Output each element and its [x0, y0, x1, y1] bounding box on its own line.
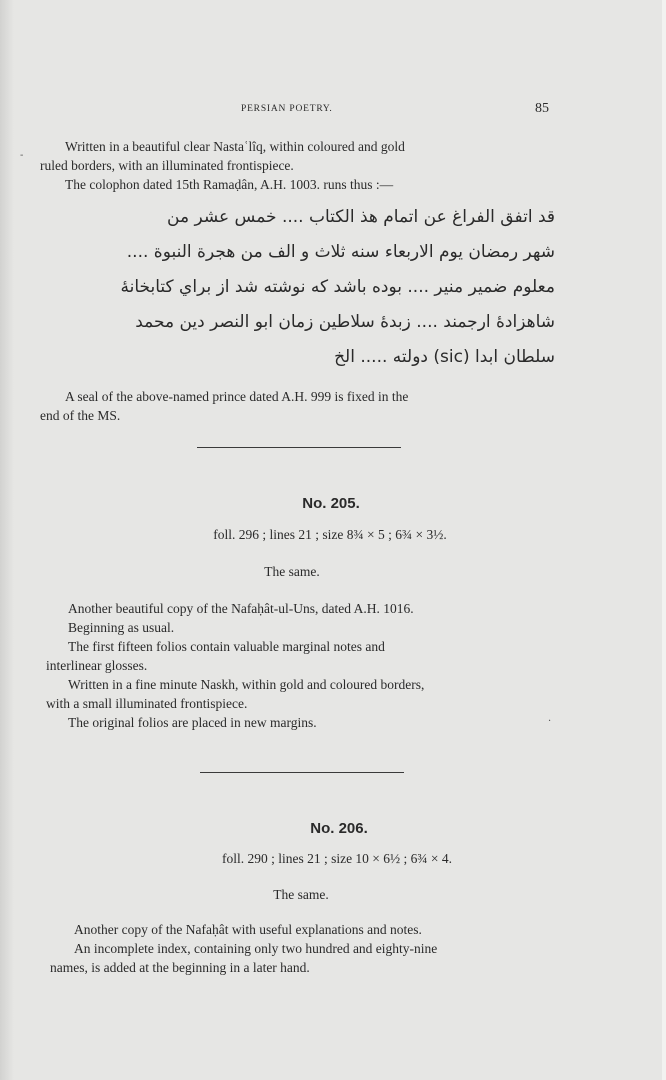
- entry-title: No. 206.: [310, 820, 368, 837]
- persian-line: قد اتفق الفراغ عن اتمام هذ الكتاب .... خمس عشر من: [167, 207, 555, 227]
- paragraph-line: Beginning as usual.: [68, 620, 175, 635]
- paragraph-line: interlinear glosses.: [46, 658, 148, 673]
- persian-line: معلوم ضمير منير .... بوده باشد كه نوشته شد از براي كتابخانهٔ: [120, 277, 555, 297]
- paragraph-line: ruled borders, with an illuminated frontispiece.: [40, 158, 294, 173]
- margin-mark: -: [20, 150, 24, 161]
- section-divider: [197, 447, 401, 448]
- page-edge: [662, 0, 666, 1080]
- paragraph-line: Another beautiful copy of the Nafaḥât-ul-Uns, dated A.H. 1016.: [68, 601, 414, 616]
- same-note: The same.: [264, 564, 320, 579]
- collation-line: foll. 296 ; lines 21 ; size 8¾ × 5 ; 6¾ × 3½.: [213, 527, 447, 542]
- entry-title: No. 205.: [302, 495, 360, 512]
- page-number: 85: [535, 101, 549, 116]
- running-head: PERSIAN POETRY.: [241, 104, 333, 114]
- section-divider: [200, 772, 404, 773]
- paragraph-line: The original folios are placed in new margins.: [68, 715, 317, 730]
- paragraph-line: Written in a fine minute Naskh, within gold and coloured borders,: [68, 677, 425, 692]
- persian-line: شهر رمضان يوم الاربعاء سنه ثلاث و الف من هجرة النبوة ....: [126, 242, 555, 262]
- paragraph-line: with a small illuminated frontispiece.: [46, 696, 248, 711]
- paragraph-line: The first fifteen folios contain valuable marginal notes and: [68, 639, 385, 654]
- collation-line: foll. 290 ; lines 21 ; size 10 × 6½ ; 6¾ × 4.: [221, 851, 453, 866]
- margin-mark: ·: [548, 716, 552, 727]
- paragraph-line: Written in a beautiful clear Nastaʿlîq, within coloured and gold: [65, 139, 405, 154]
- seal-note: A seal of the above-named prince dated A.H. 999 is fixed in the: [65, 389, 409, 404]
- seal-note: end of the MS.: [40, 408, 121, 423]
- colophon-intro: The colophon dated 15th Ramaḍân, A.H. 1003. runs thus :—: [65, 177, 394, 192]
- page-spine-shadow: [0, 0, 14, 1080]
- paragraph-line: names, is added at the beginning in a later hand.: [50, 960, 310, 975]
- colophon-persian-text: [35, 200, 555, 375]
- same-note: The same.: [273, 887, 329, 902]
- paragraph-line: An incomplete index, containing only two hundred and eighty-nine: [74, 941, 438, 956]
- persian-line: سلطان ابدا (sic) دولته ..... الخ: [334, 347, 555, 367]
- persian-line: شاهزادهٔ ارجمند .... زبدهٔ سلاطين زمان ابو النصر دين محمد: [135, 312, 555, 332]
- paragraph-line: Another copy of the Nafaḥât with useful explanations and notes.: [74, 922, 422, 937]
